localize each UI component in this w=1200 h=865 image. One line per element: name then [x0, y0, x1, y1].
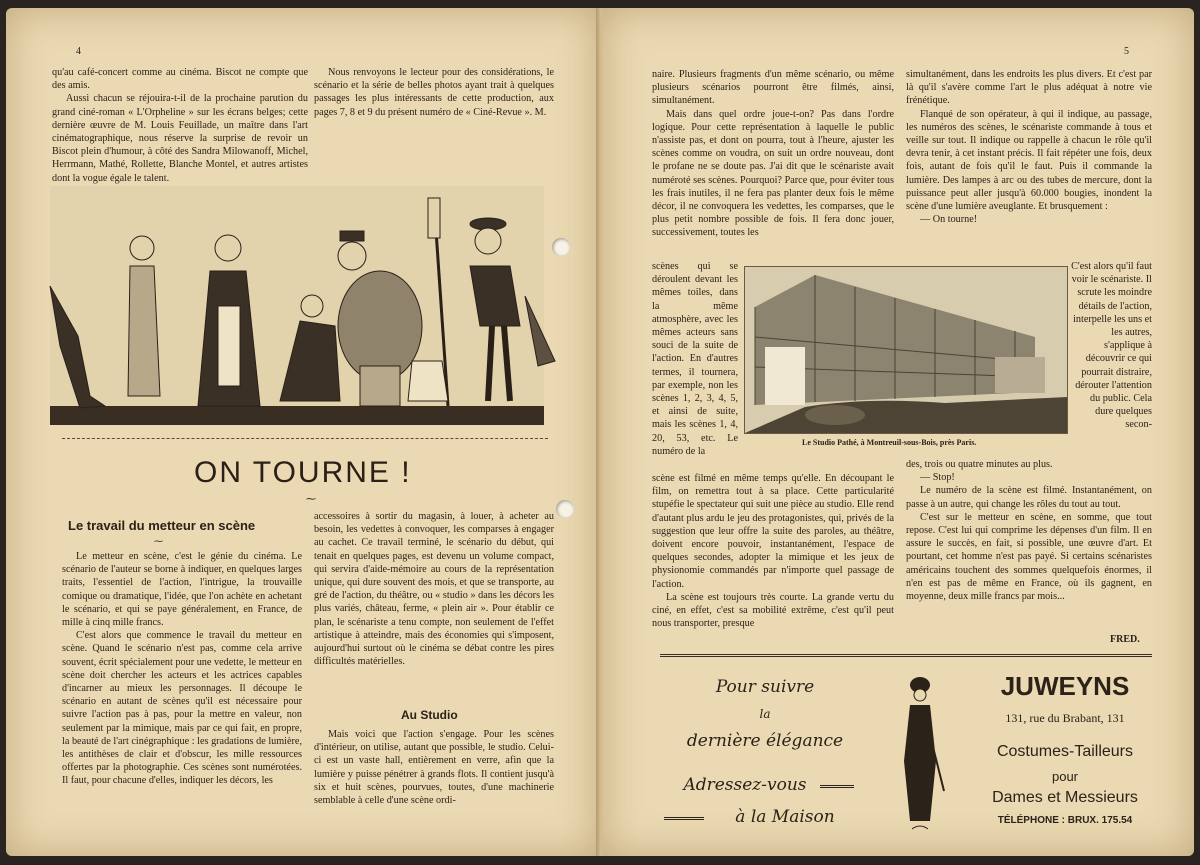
ad-address: 131, rue du Brabant, 131 — [1005, 711, 1125, 725]
ad-rule — [664, 817, 704, 820]
body-text-column-2b — [314, 728, 554, 838]
cartoon-figures-image — [50, 186, 544, 422]
body-text-column-2 — [314, 510, 554, 696]
paragraph: naire. Plusieurs fragments d'un même scénario, ou même plusieurs scénarios pourront être filmés, ainsi, simultanément. — [652, 69, 894, 107]
ad-line: Adressez-vous — [683, 775, 807, 795]
right-page — [602, 8, 1194, 856]
paragraph: scènes qui se déroulent devant les mêmes toiles, dans la même atmosphère, avec les mêmes acteurs sans souci de la suite de l'action. En d'autres termes, il tournera, par exemple, non les scènes 1, 2, 3, 4, 5, et ainsi de suite, mais les scènes 1, 4, 20, 53, etc. Le numéro de la — [652, 261, 738, 457]
text-column-1-top — [652, 68, 894, 260]
divider — [62, 438, 548, 439]
section-heading: Au Studio — [401, 708, 458, 722]
body-text-column-1 — [62, 550, 302, 838]
ad-pour: pour — [1051, 769, 1079, 784]
paragraph: Aussi chacun se réjouira-t-il de la prochaine parution du grand ciné-roman « L'Orpheline » sur les écrans belges; cette dernière œuvre de M. Louis Feuillade, un maître dans l'art cinématographique, nous réserve la surprise de revoir un Biscot plein d'humour, à côté des Sandra Milowanoff, Michel, Herrmann, Mathé, Rollette, Blanche Montel, et autres artistes dont la vogue égale le talent. — [52, 93, 308, 184]
ad-line: Pour suivre — [715, 677, 815, 697]
article-title: ON TOURNE ! — [194, 456, 412, 489]
paragraph: C'est sur le metteur en scène, en somme, que tout repose. C'est lui qui comprime les dépenses d'un film. Il en assure le succès, en fait, si possible, une œuvre d'art. Et pourtant, cet homme n'est pas payé. Si certains scénaristes américains touchent des sommes quelquefois énormes, il n'en est pas de même en France, où ils gagnent, en moyenne, deux mille francs par mois... — [906, 511, 1152, 603]
text-column-narrow-right — [1070, 260, 1152, 470]
paragraph: Mais voici que l'action s'engage. Pour les scènes d'intérieur, on utilise, autant que possible, le studio. Celui-ci est un vaste hall, entièrement en verre, afin que la lumière y puisse pénétrer à grands flots. Il contient jusqu'à six et huit scènes, pourvues, toutes, d'une machinerie semblable à celle d'une scène ordi- — [314, 729, 554, 807]
binding-hole — [552, 238, 570, 256]
paragraph: C'est alors qu'il faut voir le scénariste. Il scrute les moindre détails de l'action, interpelle les uns et les autres, s'applique à découvrir ce qui pourrait distraire, dérouter l'attention du public. Cela dure quelques secon- — [1071, 261, 1152, 431]
studio-building-image — [745, 267, 1067, 433]
top-text-column-1 — [52, 66, 308, 184]
paragraph: scène est filmé en même temps qu'elle. En découpant le film, on remettra tout à sa place. Cette particularité stupéfie le spectateur qui suit une pièce au studio. Elle rend d'autant plus ardu le jeu des protagonistes, qui, privés de la suggestion que leur offre la suite des paroles, au théâtre, doivent encore pouvoir, instantanément, l'espace de quelques secondes, adopter la mimique et les jeux de physionomie commandés par n'importe quel passage de l'action. — [652, 473, 894, 590]
ad-phone: TÉLÉPHONE : BRUX. 175.54 — [997, 815, 1133, 826]
studio-photo — [744, 266, 1068, 434]
paragraph: Mais dans quel ordre joue-t-on? Pas dans l'ordre logique. Pour cette représentation à laquelle le public n'assiste pas, et dont on pourra, tout à l'heure, ajuster les scènes comme on voudra, on suit un ordre nouveau, dont le profane ne se doute pas. J'ai dit que le scénariste avait numéroté ses scènes. Pourquoi? Parce que, pour éviter tous les frais inutiles, il ne fera pas planter deux fois le même décor, il ne convoquera les vedettes, les comparses, que le plus petit nombre possible de fois. Il fera donc jouer, successivement, toutes les — [652, 108, 894, 239]
ad-brand: JUWEYNS — [1000, 671, 1130, 701]
ad-product: Costumes-Tailleurs — [996, 743, 1134, 760]
top-text-column-2 — [314, 66, 554, 178]
ad-line: à la Maison — [735, 807, 835, 827]
ornament: ⁓ — [306, 494, 316, 505]
paragraph: Le numéro de la scène est filmé. Instantanément, on passe à un autre, qui change les rôles du tout au tout. — [906, 485, 1152, 510]
paragraph: Nous renvoyons le lecteur pour des considérations, le scénario et la série de belles photos ayant trait à quelques passages les plus intéressants de cette production, aux pages 7, 8 et 9 du présent numéro de « Ciné-Revue ». M. — [314, 67, 554, 118]
paragraph: Flanqué de son opérateur, à qui il indique, au passage, les numéros des scènes, le scénariste commande à tous et veille sur tout. Il indique ou rappelle à chacun le rôle qu'il devra tenir, à cet instant précis. Il fait répéter une fois, deux fois, autant de fois qu'il le faut. Puis il commande la lumière. Des lampes à arc ou des tubes de mercure, dont la puissance peut aller jusqu'à 60.000 bougies, inondent la scène d'une lumière aveuglante. Et brusquement : — [906, 108, 1152, 213]
page-number: 4 — [76, 46, 81, 57]
paragraph: simultanément, dans les endroits les plus divers. Et c'est par là qu'il s'avère comme l'art le plus adéquat à notre vie frénétique. — [906, 69, 1152, 107]
paragraph: La scène est toujours très courte. La grande vertu du ciné, en effet, c'est sa mobilité extrême, c'est qu'il peut nous transporter, presque — [652, 591, 894, 630]
paragraph: C'est alors que commence le travail du metteur en scène. Quand le scénario n'est pas, comme cela arrive souvent, écrit spécialement pour une vedette, le metteur en scène doit chercher les acteurs et les actrices capables d'incarner au mieux les personnages. Il découpe le scénario en autant de scènes qu'il est nécessaire pour suivre l'action pas à pas, pour la mettre en valeur, non seulement par la mimique, mais par ce qui fait, en propre, la beauté de l'art cinégraphique : les gradations de lumière, les antithèses de clair et d'obscur, les mille ressources offertes par la photographie. Ces scènes sont numérotées. Il faut, pour chacune d'elles, indiquer les décors, les — [62, 630, 302, 787]
paragraph: des, trois ou quatre minutes au plus. — [906, 459, 1053, 470]
ad-line: la — [759, 707, 771, 721]
paragraph: — On tourne! — [920, 214, 978, 226]
page-number: 5 — [1124, 46, 1129, 57]
ornament: ⁓ — [154, 536, 163, 546]
paragraph: accessoires à sortir du magasin, à louer, à acheter au besoin, les vedettes à convoquer, les comparses à engager au cachet. Ce travail terminé, le scénario du début, qui tenait en quelques pages, est devenu un volume compact, qui servira d'aide-mémoire au cours de la représentation unique, qui dure souvent des mois, et que se transporte, au gré de l'action, du théâtre, ou « studio » dans les décors les plus variés, château, ferme, « plein air ». Pour établir ce plan, le scénariste a tenu compte, non seulement de l'effet artistique à atteindre, mais des économies qui s'imposent, aujourd'hui surtout où le cinéma se débat contre les pires difficultés matérielles. — [314, 511, 554, 668]
photo-caption: Le Studio Pathé, à Montreuil-sous-Bois, près Paris. — [802, 438, 977, 447]
paragraph: — Stop! — [920, 472, 955, 484]
article-subtitle: Le travail du metteur en scène — [68, 518, 256, 533]
paragraph: qu'au café-concert comme au cinéma. Biscot ne compte que des amis. — [52, 67, 308, 92]
text-column-2-bottom — [906, 458, 1152, 630]
binding-hole — [556, 500, 574, 518]
author-signature: FRED. — [1110, 634, 1140, 645]
ad-line: dernière élégance — [686, 731, 844, 751]
text-column-narrow-left — [652, 260, 738, 470]
fashion-figure-image — [890, 671, 950, 841]
left-page — [6, 8, 598, 856]
cartoon-illustration — [50, 186, 544, 425]
text-column-2-top — [906, 68, 1152, 264]
ad-audience: Dames et Messieurs — [992, 789, 1138, 806]
advertisement — [660, 654, 1152, 843]
paragraph: Le metteur en scène, c'est le génie du cinéma. Le scénario de l'auteur se borne à indiquer, en quelques larges traits, l'essentiel de l'action, l'intrigue, la trouvaille comique ou dramatique, l'idée, que l'on achète en achetant le scénario, et qui se paye généralement, en France, de mille à cinq mille francs. — [62, 551, 302, 629]
ad-rule — [820, 785, 854, 788]
text-column-1-bottom — [652, 472, 894, 648]
